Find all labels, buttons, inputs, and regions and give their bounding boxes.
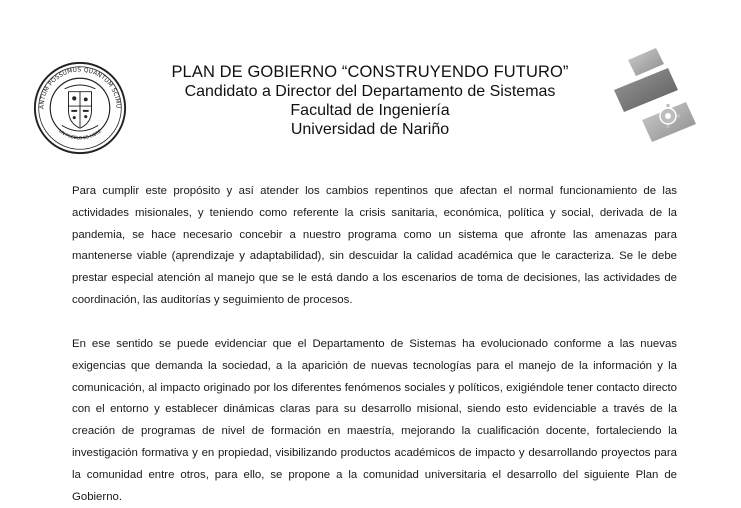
university-name: Universidad de Nariño <box>290 121 450 138</box>
faculty-name: Facultad de Ingeniería <box>290 102 450 119</box>
seal-bottom-text: UN PUEBLO ES LIBRE <box>57 129 103 142</box>
svg-text:TANTUM POSSUMUS QUANTUM SCIMUS <box>32 60 122 109</box>
body-paragraph-2: En ese sentido se puede evidenciar que el Departamento de Sistemas ha evolucionado conforme a las nuevas exigencias que demanda la sociedad, a la aparición de nuevas tecnologías para el manejo de la información y la comunicación, al impacto originado por los diferentes fenómenos sociales y políticos, exigiéndole tener contacto directo con el entorno y establecer dinámicas claras para su desarrollo misional, siendo esto evidenciable a través de la creación de programas de nivel de formación en maestría, mejorando la cualificación docente, fortaleciendo la investigación formativa y en propiedad, visibilizando productos académicos de impacto y desarrollando proyectos para la comunidad entre otros, para ello, se propone a la comunidad universitaria el desarrollo del siguiente Plan de Gobierno. <box>72 338 677 503</box>
systems-department-logo-icon <box>608 46 700 148</box>
body-paragraph-1: Para cumplir este propósito y así atender los cambios repentinos que afectan el normal funcionamiento de las actividades misionales, y teniendo como referente la crisis sanitaria, económica, política y social, derivada de la pandemia, se hace necesario concebir a nuestro programa como un sistema que afronte las amenazas para mantenerse viable (aprendizaje y adaptabilidad), sin descuidar la calidad académica que le caracteriza. Se le debe prestar especial atención al manejo que se le está dando a los escenarios de toma de decisiones, las actividades de coordinación, las auditorías y seguimiento de procesos. <box>72 185 677 306</box>
seal-ring-text: ANTUM POSSUMUS QUANTUM SCIMU <box>38 66 122 110</box>
document-header <box>140 63 600 139</box>
candidate-subtitle: Candidato a Director del Departamento de Sistemas <box>184 83 556 100</box>
university-seal-icon <box>32 60 128 156</box>
plan-title: PLAN DE GOBIERNO “CONSTRUYENDO FUTURO” <box>171 63 569 81</box>
svg-text:UN PUEBLO ES LIBRE <box>57 128 103 141</box>
